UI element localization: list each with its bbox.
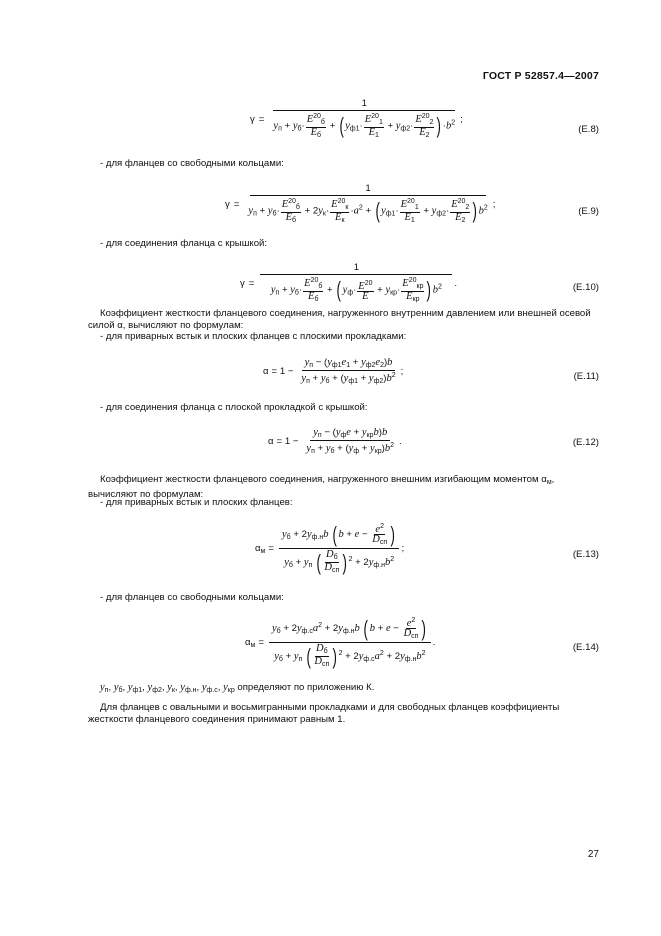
- formula-e9: γ = 1 $y_п + y_б\cdot$ $\frac{E^{20}_б}{E_б}$ + $2y_к\cdot$ $\frac{E^{20}_к}{E_к}$ $\cdot a^2 + (y_{ф1}\cdot$ $\frac{E^{20}_1}{E_1}$ + $y_{ф2}\cdot$ $\frac{E^{20}_2}{E_2}$ )$b^2$ ;: [225, 183, 496, 224]
- denominator: $y_б + y_п$ ( $\frac{D_б}{D_{сп}}$ )$^2 + 2y_{ф.н}b^2$: [284, 549, 395, 575]
- numerator: $y_б + 2y_{ф.н}b$ (b + e − $\frac{e^2}{D_{сп}}$ ): [279, 522, 399, 549]
- formula-e14: $\alpha_м$ = $y_б + 2y_{ф.с}a^2 + 2y_{ф.н}b$ (b + e − $\frac{e^2}{D_{сп}}$ ) $y_б + y_п$ ( $\frac{D_б}{D_{сп}}$ )$^2 + 2y_{ф.с}a^2 + 2y_{ф.н}b^2$ .: [245, 615, 436, 669]
- gamma-symbol: γ: [250, 113, 255, 125]
- one-minus: = 1 −: [276, 435, 299, 447]
- numerator: 1: [260, 262, 452, 275]
- formula-e10: γ = 1 $y_п + y_б\cdot$ $\frac{E^{20}_б}{E_б}$ + ($y_ф\cdot$ $\frac{E^{20}}{E}$ + $y_{кр}\cdot$ $\frac{E^{20}_{кр}}{E_{кр}}$ )$b^2$ .: [240, 262, 458, 303]
- alpha-m-symbol: $\alpha_м$: [255, 542, 266, 555]
- fraction: [303, 427, 397, 455]
- page-number: 27: [587, 849, 599, 860]
- denominator: $y_п + y_б\cdot$ $\frac{E^{20}_б}{E_б}$ + $2y_к\cdot$ $\frac{E^{20}_к}{E_к}$ $\cdot a^2 + (y_{ф1}\cdot$ $\frac{E^{20}_1}{E_1}$ + $y_{ф2}\cdot$ $\frac{E^{20}_2}{E_2}$ )$b^2$: [248, 198, 488, 224]
- formula-e13: $\alpha_м$ = $y_б + 2y_{ф.н}b$ (b + e − $\frac{e^2}{D_{сп}}$ ) $y_б + y_п$ ( $\frac{D_б}{D_{сп}}$ )$^2 + 2y_{ф.н}b^2$ ;: [255, 521, 405, 575]
- text-cover-joint: - для соединения фланца с крышкой:: [100, 238, 268, 249]
- fraction: [298, 357, 398, 385]
- fraction: [270, 98, 458, 140]
- denominator: $y_п + y_б + (y_{ф1} + y_{ф2})b^2$: [301, 372, 396, 385]
- document-header: ГОСТ Р 52857.4—2007: [482, 70, 599, 82]
- text-flat-gasket-cover: - для соединения фланца с плоской прокладкой с крышкой:: [100, 402, 368, 413]
- variable-list: $y_п$, $y_б$, $y_{ф1}$, $y_{ф2}$, $y_к$, $y_{ф.н}$, $y_{ф.с}$, $y_{кр}$: [100, 682, 235, 694]
- numerator: $y_п - (y_фe + y_{кр}b)b$: [310, 427, 390, 441]
- text-defined-by: $y_п$, $y_б$, $y_{ф1}$, $y_{ф2}$, $y_к$, $y_{ф.н}$, $y_{ф.с}$, $y_{кр}$ определяют по приложению К.: [100, 682, 375, 694]
- fraction: [245, 183, 490, 225]
- fraction: [269, 616, 431, 669]
- formula-e12: α = 1 − $\frac{y_п - (y_фe + y_{кр}b)b}{y_п + y_б + (y_ф + y_{кр})b^2}$ .: [268, 427, 402, 455]
- formula-e11: α = 1 − $\frac{y_п - (y_{ф1}e_1 + y_{ф2}e_2)b}{y_п + y_б + (y_{ф1} + y_{ф2})b^2}$ ;: [263, 357, 404, 385]
- equals-sign: =: [258, 113, 265, 125]
- equation-number-e10: (Е.10): [572, 282, 599, 293]
- text-weld-flat: - для приварных встык и плоских фланцев:: [100, 497, 293, 508]
- equation-number-e11: (Е.11): [573, 371, 599, 382]
- text-free-rings-1: - для фланцев со свободными кольцами:: [100, 158, 284, 169]
- equation-number-e13: (Е.13): [572, 549, 599, 560]
- denominator: $y_п + y_б\cdot$ $\frac{E^{20}_б}{E_б}$ + ($y_{ф1}\cdot$ $\frac{E^{20}_1}{E_1}$ + $y_{ф2}\cdot$ $\frac{E^{20}_2}{E_2}$ )$\cdot b^2$: [273, 113, 456, 139]
- formula-e8: γ = 1 $y_п + y_б\cdot$ $\frac{E^{20}_б}{E_б}$ + ($y_{ф1}\cdot$ $\frac{E^{20}_1}{E_1}$ + $y_{ф2}\cdot$ $\frac{E^{20}_2}{E_2}$ )$\cdot b^2$ ;: [250, 98, 463, 139]
- gamma-symbol: γ: [225, 198, 230, 210]
- denominator: $y_п + y_б\cdot$ $\frac{E^{20}_б}{E_б}$ + ($y_ф\cdot$ $\frac{E^{20}}{E}$ + $y_{кр}\cdot$ $\frac{E^{20}_{кр}}{E_{кр}}$ )$b^2$: [270, 277, 442, 303]
- text-weld-flat-gasket: - для приварных встык и плоских фланцев с плоскими прокладками:: [100, 331, 407, 342]
- equation-number-e14: (Е.14): [572, 642, 599, 653]
- alpha-symbol: α: [263, 365, 269, 377]
- fraction: [260, 262, 452, 304]
- equals-sign: =: [248, 277, 255, 289]
- numerator: $y_б + 2y_{ф.с}a^2 + 2y_{ф.н}b$ (b + e − $\frac{e^2}{D_{сп}}$ ): [269, 616, 431, 643]
- text-free-rings-2: - для фланцев со свободными кольцами:: [100, 592, 284, 603]
- gamma-symbol: γ: [240, 277, 245, 289]
- equation-number-e12: (Е.12): [572, 437, 599, 448]
- alpha-symbol: α: [268, 435, 274, 447]
- denominator: $y_б + y_п$ ( $\frac{D_б}{D_{сп}}$ )$^2 + 2y_{ф.с}a^2 + 2y_{ф.н}b^2$: [274, 643, 426, 669]
- equals-sign: =: [268, 543, 274, 554]
- alpha-m-symbol: $\alpha_м$: [245, 636, 256, 649]
- numerator: $y_п - (y_{ф1}e_1 + y_{ф2}e_2)b$: [302, 357, 396, 371]
- equation-number-e9: (Е.9): [578, 206, 599, 217]
- text-oval-note: Для фланцев с овальными и восьмигранными прокладками и для свободных фланцев коэффициенты жесткости фланцевого соединения принимают равным 1.: [88, 702, 560, 725]
- equation-number-e8: (Е.8): [578, 124, 599, 135]
- fraction: [279, 522, 399, 575]
- text-alpha-m-intro: Коэффициент жесткости фланцевого соединения, нагруженного внешним изгибающим моментом $\alpha_м$, вычисляют по формулам:: [88, 474, 555, 500]
- text-alpha-intro: Коэффициент жесткости фланцевого соединения, нагруженного внутренним давлением или внешней осевой силой α, вычисляют по формулам:: [88, 308, 591, 331]
- one-minus: = 1 −: [271, 365, 294, 377]
- numerator: 1: [250, 183, 486, 196]
- denominator: $y_п + y_б + (y_ф + y_{кр})b^2$: [306, 442, 395, 455]
- numerator: 1: [273, 98, 455, 111]
- equals-sign: =: [233, 198, 240, 210]
- equals-sign: =: [258, 637, 264, 648]
